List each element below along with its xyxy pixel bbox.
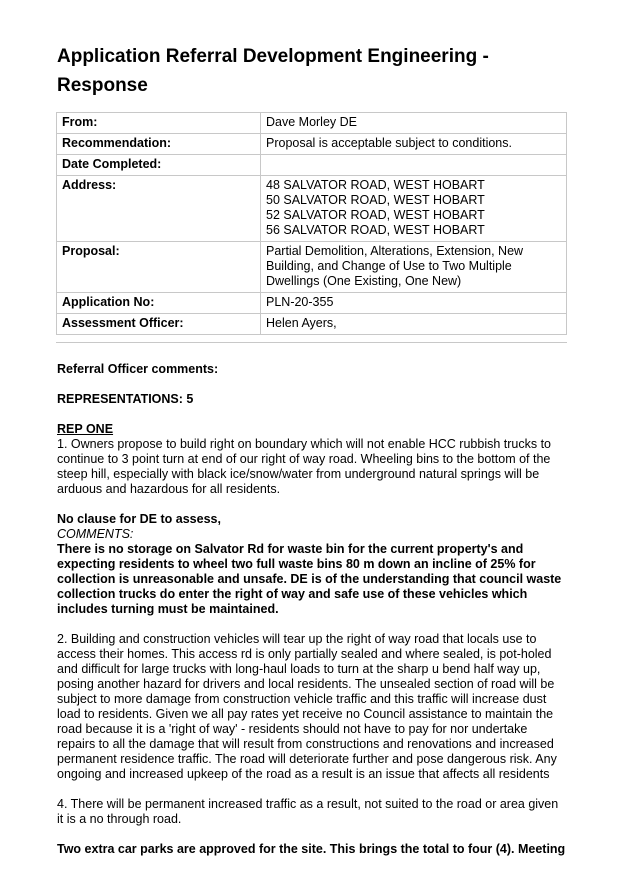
table-row	[57, 155, 567, 176]
table-row	[57, 113, 567, 134]
proposal-label: Proposal:	[57, 242, 261, 293]
from-value: Dave Morley DE	[261, 113, 567, 134]
referral-body	[57, 362, 567, 857]
date-completed-label: Date Completed:	[57, 155, 261, 176]
address-value: 48 SALVATOR ROAD, WEST HOBART 50 SALVATOR ROAD, WEST HOBART 52 SALVATOR ROAD, WEST HOBART 56 SALVATOR ROAD, WEST HOBART	[261, 176, 567, 242]
referral-comments-heading: Referral Officer comments:	[57, 362, 219, 376]
application-info-table	[56, 112, 567, 335]
table-row	[57, 314, 567, 335]
assessment-officer-value: Helen Ayers,	[261, 314, 567, 335]
date-completed-value	[261, 155, 567, 176]
application-no-label: Application No:	[57, 293, 261, 314]
recommendation-value: Proposal is acceptable subject to conditions.	[261, 134, 567, 155]
car-parks-text: Two extra car parks are approved for the site. This brings the total to four (4). Meeting	[57, 842, 566, 856]
proposal-value: Partial Demolition, Alterations, Extension, New Building, and Change of Use to Two Multiple Dwellings (One Existing, One New)	[261, 242, 567, 293]
point-4-text: 4. There will be permanent increased traffic as a result, not suited to the road or area given it is a no through road.	[57, 797, 559, 826]
point-2-text: 2. Building and construction vehicles will tear up the right of way road that locals use to access their homes. This access rd is only partially sealed and where sealed, is pot-holed and difficult for large trucks with long-haul loads to turn at the sharp u bend half way up, posing another hazard for drivers and local residents. The unsealed section of road will be subject to more damage from construction vehicle traffic and this traffic will increase dust load to residents. Given we all pay rates yet receive no Council assistance to maintain the road because it is a 'right of way' - residents should not have to pay for nor undertake repairs to all the damage that will result from constructions and renovations and increased permanent residence traffic. The road will deteriorate further and pose dangerous risk. Any ongoing and increased upkeep of the road as a result is an issue that affects all residents	[57, 632, 557, 781]
table-row	[57, 242, 567, 293]
representations-heading: REPRESENTATIONS: 5	[57, 392, 194, 406]
table-row	[57, 176, 567, 242]
from-label: From:	[57, 113, 261, 134]
table-row	[57, 293, 567, 314]
no-clause-text: No clause for DE to assess,	[57, 512, 221, 526]
comments-label: COMMENTS:	[57, 527, 134, 541]
table-row	[57, 134, 567, 155]
assessment-officer-label: Assessment Officer:	[57, 314, 261, 335]
page-title: Application Referral Development Engineering - Response	[57, 46, 489, 96]
application-no-value: PLN-20-355	[261, 293, 567, 314]
rep-one-heading: REP ONE	[57, 422, 114, 436]
section-divider	[56, 342, 567, 343]
comment-1-text: There is no storage on Salvator Rd for waste bin for the current property's and expecting residents to wheel two full waste bins 80 m down an incline of 25% for collection is unreasonable and unsafe. DE is of the understanding that council waste collection trucks do enter the right of way and safe use of these vehicles which includes turning must be maintained.	[57, 542, 562, 616]
recommendation-label: Recommendation:	[57, 134, 261, 155]
point-1-text: 1. Owners propose to build right on boundary which will not enable HCC rubbish trucks to continue to 3 point turn at end of our right of way road. Wheeling bins to the bottom of the steep hill, especially with black ice/snow/water from underground natural springs will be arduous and hazardous for all residents.	[57, 437, 552, 496]
address-label: Address:	[57, 176, 261, 242]
